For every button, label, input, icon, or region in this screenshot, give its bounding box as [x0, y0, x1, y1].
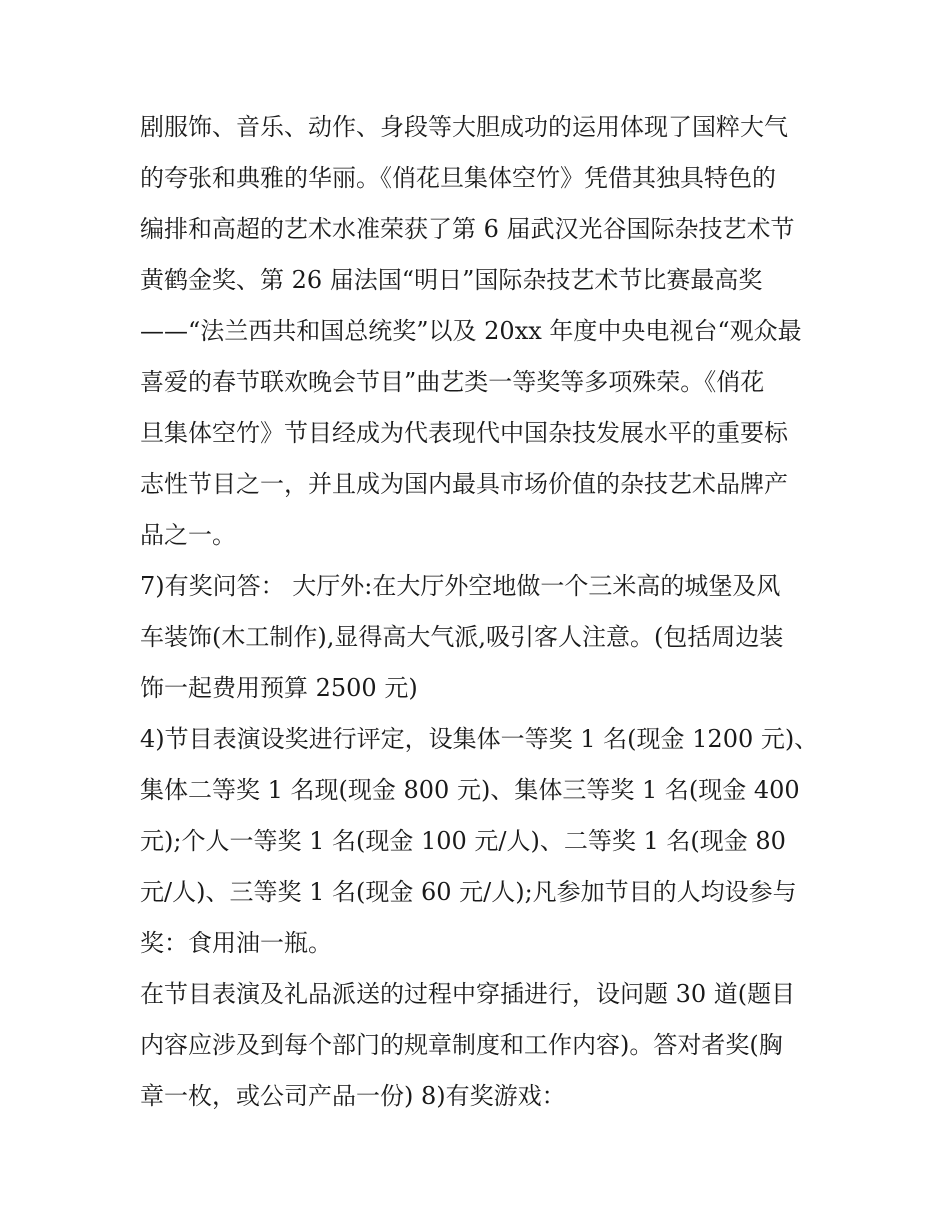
text-line: 志性节目之一，并且成为国内最具市场价值的杂技艺术品牌产: [140, 470, 788, 498]
text-line: 元/人)、三等奖 1 名(现金 60 元/人);凡参加节目的人均设参与: [140, 878, 797, 906]
text-line: 元);个人一等奖 1 名(现金 100 元/人)、二等奖 1 名(现金 80: [140, 827, 786, 855]
text-line: 品之一。: [140, 521, 236, 549]
text-line: 集体二等奖 1 名现(现金 800 元)、集体三等奖 1 名(现金 400: [140, 776, 800, 804]
text-line: 旦集体空竹》节目经成为代表现代中国杂技发展水平的重要标: [140, 419, 788, 447]
text-line: ——“法兰西共和国总统奖”以及 20xx 年度中央电视台“观众最: [140, 317, 802, 345]
text-line: 奖：食用油一瓶。: [140, 929, 332, 957]
text-line: 喜爱的春节联欢晚会节目”曲艺类一等奖等多项殊荣。《俏花: [140, 368, 765, 396]
text-line: 黄鹤金奖、第 26 届法国“明日”国际杂技艺术节比赛最高奖: [140, 266, 763, 294]
text-line: 剧服饰、音乐、动作、身段等大胆成功的运用体现了国粹大气: [140, 113, 788, 141]
document-body: [140, 102, 820, 1122]
text-line: 饰一起费用预算 2500 元): [140, 674, 418, 702]
text-line: 编排和高超的艺术水准荣获了第 6 届武汉光谷国际杂技艺术节: [140, 215, 795, 243]
text-line: 在节目表演及礼品派送的过程中穿插进行，设问题 30 道(题目: [140, 980, 796, 1008]
text-line: 车装饰(木工制作),显得高大气派,吸引客人注意。(包括周边装: [140, 623, 784, 651]
text-line: 4)节目表演设奖进行评定，设集体一等奖 1 名(现金 1200 元)、: [140, 725, 819, 753]
text-line: 7)有奖问答： 大厅外:在大厅外空地做一个三米高的城堡及风: [140, 572, 781, 600]
text-line: 的夸张和典雅的华丽。《俏花旦集体空竹》凭借其独具特色的: [140, 164, 776, 192]
text-line: 章一枚，或公司产品一份) 8)有奖游戏：: [140, 1082, 566, 1110]
text-line: 内容应涉及到每个部门的规章制度和工作内容)。答对者奖(胸: [140, 1031, 783, 1059]
